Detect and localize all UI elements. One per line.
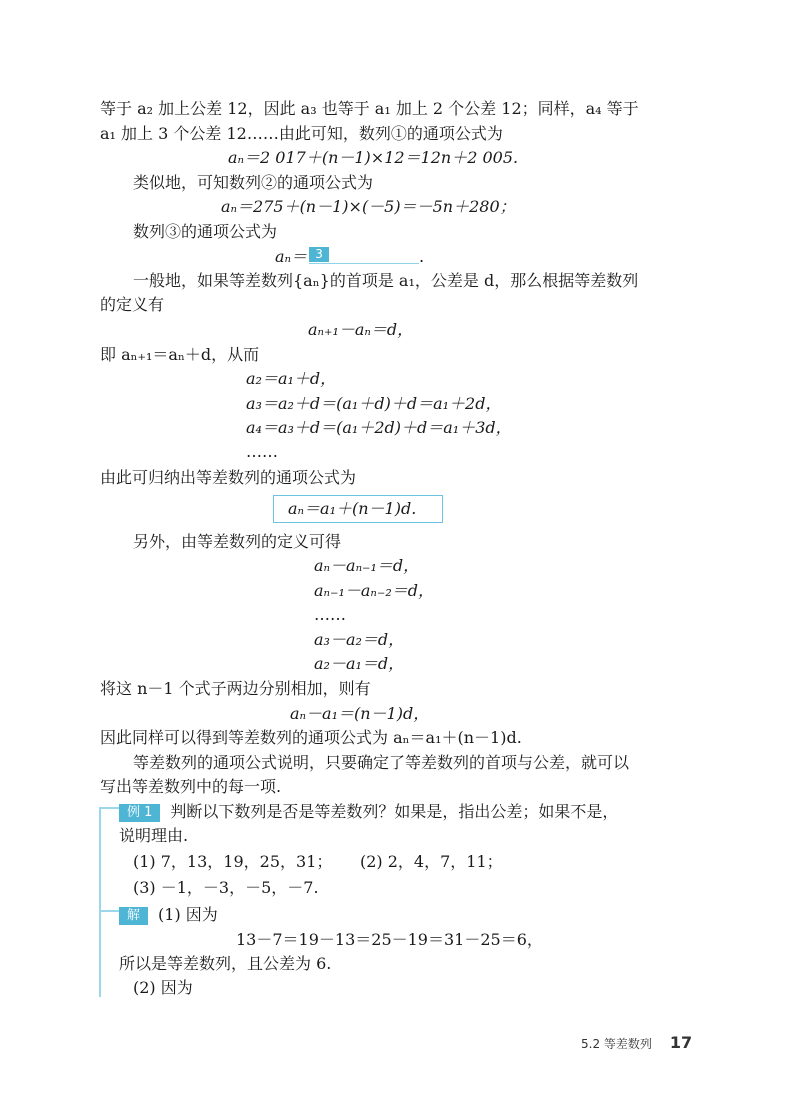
formula-line: aₙ＝275＋(n－1)×(－5)＝－5n＋280； [221,197,516,216]
formula-suffix: . [419,247,425,266]
text-line: 等差数列的通项公式说明，只要确定了等差数列的首项与公差，就可以 [133,753,630,772]
text-line: 一般地，如果等差数列{aₙ}的首项是 a₁，公差是 d，那么根据等差数列 [133,271,639,290]
page-footer [581,1033,692,1052]
formula-line: a₂＝a₁＋d， [246,369,337,388]
section-title: 5.2 等差数列 [581,1037,652,1051]
text-line: 写出等差数列中的每一项. [100,777,282,796]
formula-line: aₙ₋₁－aₙ₋₂＝d， [314,581,435,600]
formula-line: aₙ－a₁＝(n－1)d， [290,704,430,723]
example-left-rail [99,807,101,997]
solution-line [119,903,218,927]
text-line: 因此同样可以得到等差数列的通项公式为 aₙ＝a₁＋(n－1)d. [100,728,522,747]
page-number: 17 [669,1033,693,1052]
text-line: 由此可归纳出等差数列的通项公式为 [100,468,357,487]
blank-number-marker: 3 [309,247,329,262]
text-line: 即 aₙ₊₁＝aₙ＋d，从而 [100,345,260,364]
answer-blank[interactable] [309,247,419,264]
formula-prefix: aₙ＝ [275,247,308,266]
example-question-text: 判断以下数列是否是等差数列？如果是，指出公差；如果不是， [170,802,619,821]
text-line: 所以是等差数列，且公差为 6. [119,954,332,973]
fill-in-blank-line [275,245,424,269]
example-top-rule [99,807,119,809]
example-item: (3) －1，－3，－5，－7. [133,878,319,897]
formula-line: 13－7＝19－13＝25－19＝31－25＝6， [236,930,543,949]
formula-line: a₃＝a₂＋d＝(a₁＋d)＋d＝a₁＋2d， [246,394,502,413]
text-line: (2) 因为 [133,978,193,997]
example-tag: 例 1 [119,804,160,822]
solution-text: (1) 因为 [158,905,218,924]
text-line: 说明理由. [119,826,189,845]
text-line: a₁ 加上 3 个公差 12……由此可知，数列①的通项公式为 [100,124,503,143]
text-line: 另外，由等差数列的定义可得 [133,532,342,551]
text-line: 等于 a₂ 加上公差 12，因此 a₃ 也等于 a₁ 加上 2 个公差 12；同样，a₄ 等于 [100,99,639,118]
text-line: 数列③的通项公式为 [133,222,278,241]
formula-line: aₙ－aₙ₋₁＝d， [314,556,420,575]
formula-line: aₙ＝2 017＋(n－1)×12＝12n＋2 005. [228,148,519,167]
ellipsis: …… [314,605,346,624]
formula-line: a₃－a₂＝d， [314,630,405,649]
text-line: 的定义有 [100,295,165,314]
formula-line: a₄＝a₃＋d＝(a₁＋2d)＋d＝a₁＋3d， [246,418,512,437]
ellipsis: …… [246,442,278,461]
solution-tag: 解 [119,907,148,925]
text-line: 将这 n－1 个式子两边分别相加，则有 [100,679,371,698]
example-question-line [119,800,618,824]
formula-line: aₙ₊₁－aₙ＝d， [308,320,414,339]
formula-line: a₂－a₁＝d， [314,654,405,673]
example-item: (1) 7，13，19，25，31； [133,852,333,871]
solution-top-rule [99,910,119,912]
general-formula: aₙ＝a₁＋(n－1)d. [288,499,417,518]
text-line: 类似地，可知数列②的通项公式为 [133,173,374,192]
example-item: (2) 2，4，7，11； [360,852,503,871]
